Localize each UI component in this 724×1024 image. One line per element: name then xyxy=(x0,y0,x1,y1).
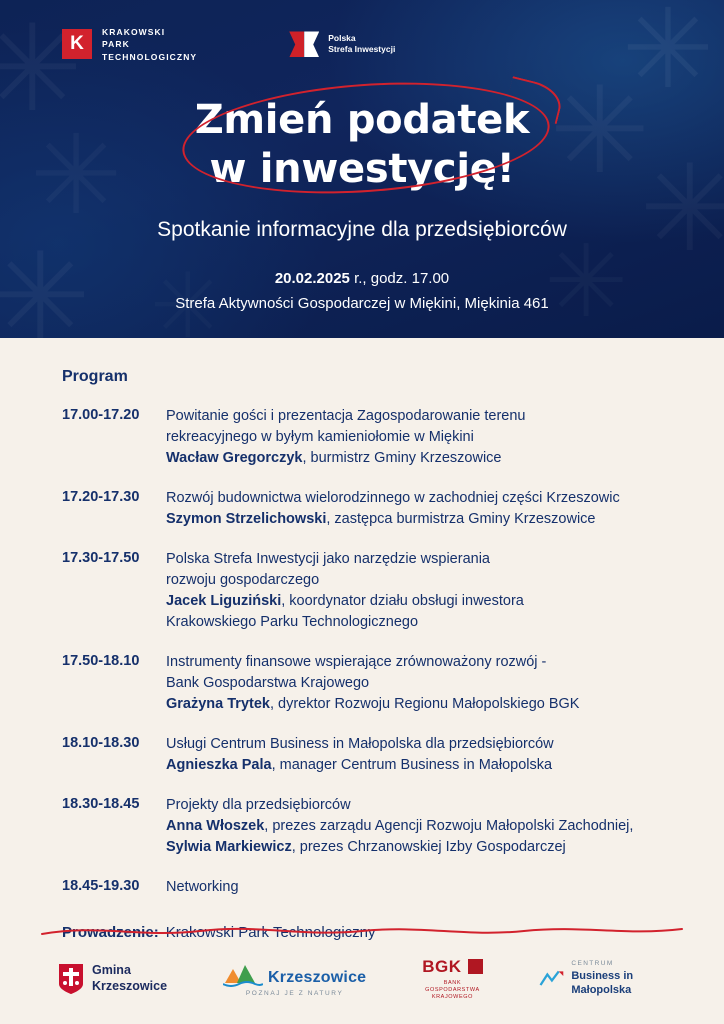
program-item-line: Networking xyxy=(166,879,239,896)
program-item-speaker xyxy=(166,755,668,776)
kpt-logo-line-2: PARK xyxy=(102,39,130,50)
program-item-speaker xyxy=(166,816,668,837)
speaker-name: Sylwia Markiewicz xyxy=(166,839,292,856)
logo-business-in-malopolska xyxy=(539,960,666,997)
kpt-logo-text xyxy=(102,26,197,63)
speaker-name: Jacek Liguziński xyxy=(166,593,282,610)
coat-of-arms-icon xyxy=(58,963,84,995)
speaker-role: , dyrektor Rozwoju Regionu Małopolskiego BGK xyxy=(269,696,580,713)
event-date-bold: 20.02.2025 xyxy=(274,270,350,287)
program-item xyxy=(62,795,668,858)
program-item xyxy=(62,877,668,898)
kpt-mark-icon: K xyxy=(62,29,92,59)
gmina-logo-text xyxy=(92,963,167,994)
program-item-time: 17.30-17.50 xyxy=(62,550,140,567)
footer-logos xyxy=(0,946,724,1012)
program-item-line: Instrumenty finansowe wspierające zrównoważony rozwój - xyxy=(166,654,547,671)
decorative-wave-divider xyxy=(40,924,684,938)
program-item-description xyxy=(166,652,668,715)
moderator-label: Prowadzenie: xyxy=(62,924,159,942)
speaker-name: Wacław Gregorczyk xyxy=(166,450,303,467)
program-item-time: 18.10-18.30 xyxy=(62,735,140,752)
program-item xyxy=(62,488,668,530)
program-item-time: 17.00-17.20 xyxy=(62,407,140,423)
krzeszowice-logo-top xyxy=(223,961,366,987)
program-item-description xyxy=(166,734,668,776)
program-item-speaker xyxy=(166,837,668,858)
cbm-arrow-icon xyxy=(539,967,565,991)
program-item-line: rekreacyjnego w byłym kamieniołomie w Miękini xyxy=(166,429,474,446)
moderator-value: Krakowski Park Technologiczny xyxy=(165,924,376,942)
program-item-speaker xyxy=(166,509,668,530)
event-place: Strefa Aktywności Gospodarczej w Miękini, Miękinia 461 xyxy=(175,295,549,312)
program-item-line: Projekty dla przedsiębiorców xyxy=(166,797,351,814)
program-item-line: Bank Gospodarstwa Krajowego xyxy=(166,675,370,692)
poster-subtitle: Spotkanie informacyjne dla przedsiębiorców xyxy=(157,218,567,241)
program-item-time: 17.50-18.10 xyxy=(62,653,140,670)
krzeszowice-tagline: POZNAJ JE Z NATURY xyxy=(245,990,344,997)
program-item-time: 18.45-19.30 xyxy=(62,878,140,895)
program-item-description xyxy=(166,406,668,469)
title-line-2: w inwestycję! xyxy=(209,145,515,192)
header-logos xyxy=(62,26,395,63)
program-item xyxy=(62,734,668,776)
speaker-role: , burmistrz Gminy Krzeszowice xyxy=(302,450,502,467)
bgk-name: BGK xyxy=(422,956,462,976)
title-line-1: Zmień podatek xyxy=(194,97,530,143)
program-list xyxy=(62,406,668,898)
speaker-role: , manager Centrum Business in Małopolska xyxy=(271,757,553,774)
event-date xyxy=(0,270,724,287)
speaker-role: , prezes Chrzanowskiej Izby Gospodarczej xyxy=(291,839,566,856)
speaker-name: Grażyna Trytek xyxy=(166,696,270,713)
program-item-line: Polska Strefa Inwestycji jako narzędzie wspierania xyxy=(166,551,490,568)
program-item-time: 17.20-17.30 xyxy=(62,489,140,506)
kpt-logo-line-3: TECHNOLOGICZNY xyxy=(102,51,198,62)
program-item xyxy=(62,406,668,469)
speaker-name: Szymon Strzelichowski xyxy=(166,511,327,528)
program-item-line: Rozwój budownictwa wielorodzinnego w zachodniej części Krzeszowic xyxy=(166,490,620,507)
program-item xyxy=(62,549,668,633)
logo-krzeszowice xyxy=(223,961,366,997)
event-meta xyxy=(0,270,724,312)
poster-title xyxy=(0,96,724,194)
cbm-top-line: CENTRUM xyxy=(571,960,614,968)
decorative-star-icon: ✳ xyxy=(621,0,714,113)
krzeszowice-name: Krzeszowice xyxy=(268,969,367,986)
program-item-description xyxy=(166,877,668,898)
logo-krakowski-park-technologiczny xyxy=(62,26,197,63)
program-item-speaker xyxy=(166,448,668,469)
speaker-role: , prezes zarządu Agencji Rozwoju Małopolski Zachodniej, xyxy=(264,818,634,835)
bgk-subtitle xyxy=(422,980,482,1001)
speaker-role: , koordynator działu obsługi inwestora xyxy=(281,593,524,610)
cbm-main-line: Business in Małopolska xyxy=(571,969,634,997)
program-item-speaker xyxy=(166,591,668,612)
program-item-line: Powitanie gości i prezentacja Zagospodarowanie terenu xyxy=(166,408,526,424)
program-item-time: 18.30-18.45 xyxy=(62,796,140,813)
program-item-description xyxy=(166,549,668,633)
mountains-icon xyxy=(223,961,263,987)
gmina-line-2: Krzeszowice xyxy=(92,979,168,993)
program-heading: Program xyxy=(62,368,128,385)
speaker-role: , zastępca burmistrza Gminy Krzeszowice xyxy=(326,511,596,528)
bgk-sub-line-1: BANK GOSPODARSTWA xyxy=(425,979,480,993)
logo-gmina-krzeszowice xyxy=(58,963,167,995)
program-item-line: Krakowskiego Parku Technologicznego xyxy=(166,614,419,631)
psi-logo-line-1: Polska xyxy=(328,32,356,43)
gmina-line-1: Gmina xyxy=(92,963,131,978)
polish-flag-icon xyxy=(289,31,319,57)
bgk-logo-row xyxy=(422,957,482,977)
program-item-line: rozwoju gospodarczego xyxy=(166,572,320,589)
bgk-square-icon xyxy=(468,959,483,974)
program-item xyxy=(62,652,668,715)
psi-logo-line-2: Strefa Inwestycji xyxy=(328,44,396,55)
program-item-speaker xyxy=(166,694,668,715)
bgk-sub-line-2: KRAJOWEGO xyxy=(431,994,473,1001)
program-item-line: Usługi Centrum Business in Małopolska dla przedsiębiorców xyxy=(166,736,554,753)
logo-bgk xyxy=(422,957,482,1001)
program-section xyxy=(0,338,724,941)
event-date-rest: r., godz. 17.00 xyxy=(349,270,450,287)
program-item-description xyxy=(166,795,668,858)
speaker-name: Agnieszka Pala xyxy=(166,757,272,774)
speaker-name: Anna Włoszek xyxy=(166,818,265,835)
hero-banner xyxy=(0,0,724,338)
logo-polska-strefa-inwestycji xyxy=(289,31,395,57)
program-item-description xyxy=(166,488,668,530)
cbm-text xyxy=(571,960,666,997)
psi-logo-text xyxy=(328,33,395,57)
kpt-logo-line-1: KRAKOWSKI xyxy=(102,27,166,37)
